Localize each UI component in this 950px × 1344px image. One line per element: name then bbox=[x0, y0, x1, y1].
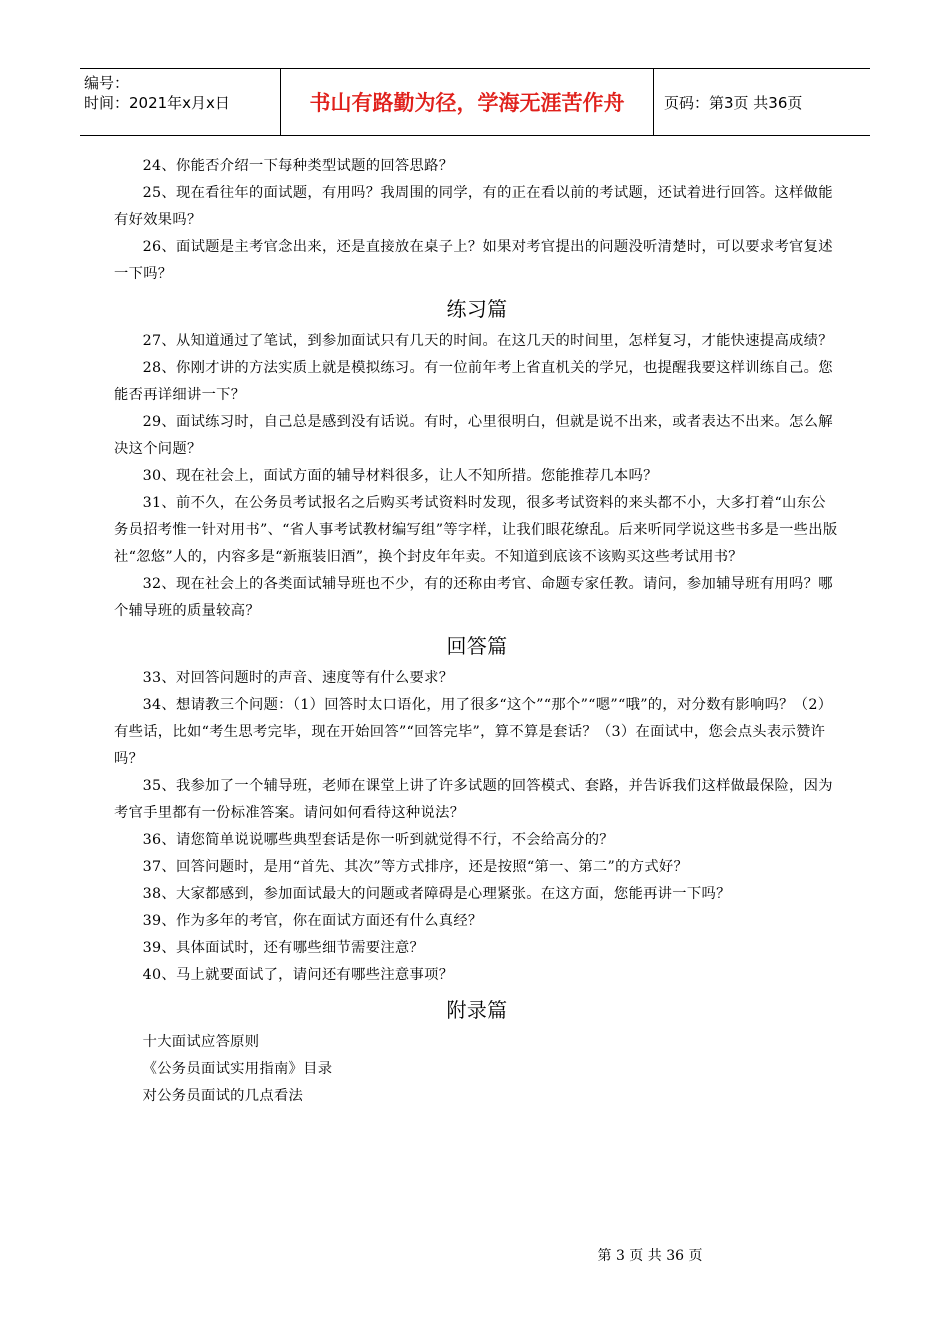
paragraph: 39、作为多年的考官，你在面试方面还有什么真经？ bbox=[142, 913, 483, 929]
paragraph: 28、你刚才讲的方法实质上就是模拟练习。有一位前年考上省直机关的学兄，也提醒我要这样训练自己。您能否再详细讲一下？ bbox=[114, 360, 833, 403]
paragraph: 30、现在社会上，面试方面的辅导材料很多，让人不知所措。您能推荐几本吗？ bbox=[142, 468, 658, 484]
paragraph: 37、回答问题时，是用“首先、其次”等方式排序，还是按照“第一、第二”的方式好？ bbox=[142, 859, 689, 875]
paragraph: 24、你能否介绍一下每种类型试题的回答思路？ bbox=[142, 158, 454, 174]
document-body bbox=[114, 153, 840, 1110]
paragraph: 25、现在看往年的面试题，有用吗？我周围的同学，有的正在看以前的考试题，还试着进行回答。这样做能有好效果吗？ bbox=[114, 185, 833, 228]
paragraph: 29、面试练习时，自己总是感到没有话说。有时，心里很明白，但就是说不出来，或者表达不出来。怎么解决这个问题？ bbox=[114, 414, 833, 457]
header-meta bbox=[80, 69, 280, 135]
time-label: 时间：2021年x月x日 bbox=[84, 94, 230, 112]
paragraph: 34、想请教三个问题：（1）回答时太口语化，用了很多“这个”“那个”“嗯”“哦”的，对分数有影响吗？（2）有些话，比如“考生思考完毕，现在开始回答”“回答完毕”，算不算是套话？（3）在面试中，您会点头表示赞许吗？ bbox=[114, 697, 833, 767]
paragraph: 39、具体面试时，还有哪些细节需要注意？ bbox=[142, 940, 425, 956]
paragraph: 32、现在社会上的各类面试辅导班也不少，有的还称由考官、命题专家任教。请问，参加辅导班有用吗？哪个辅导班的质量较高？ bbox=[114, 576, 833, 619]
header-page-info: 页码：第3页 共36页 bbox=[664, 93, 803, 112]
page-header bbox=[80, 68, 870, 136]
paragraph: 31、前不久，在公务员考试报名之后购买考试资料时发现，很多考试资料的来头都不小，大多打着“山东公务员招考惟一针对用书”、“省人事考试教材编写组”等字样，让我们眼花缭乱。后来听同学说这些书多是一些出版社“忽悠”人的，内容多是“新瓶装旧酒”，换个封皮年年卖。不知道到底该不该购买这些考试用书？ bbox=[114, 495, 838, 565]
section-title-practice: 练习篇 bbox=[446, 297, 508, 321]
paragraph: 27、从知道通过了笔试，到参加面试只有几天的时间。在这几天的时间里，怎样复习，才能快速提高成绩？ bbox=[142, 333, 833, 349]
appendix-item: 十大面试应答原则 bbox=[142, 1034, 260, 1050]
paragraph: 35、我参加了一个辅导班，老师在课堂上讲了许多试题的回答模式、套路，并告诉我们这样做最保险，因为考官手里都有一份标准答案。请问如何看待这种说法？ bbox=[114, 778, 833, 821]
header-motto: 书山有路勤为径，学海无涯苦作舟 bbox=[280, 69, 654, 135]
appendix-item: 《公务员面试实用指南》目录 bbox=[142, 1061, 333, 1077]
appendix-item: 对公务员面试的几点看法 bbox=[142, 1088, 304, 1104]
paragraph: 33、对回答问题时的声音、速度等有什么要求？ bbox=[142, 670, 454, 686]
section-title-answer: 回答篇 bbox=[446, 634, 508, 658]
footer-page-number: 第 3 页 共 36 页 bbox=[597, 1248, 703, 1264]
paragraph: 26、面试题是主考官念出来，还是直接放在桌子上？如果对考官提出的问题没听清楚时，可以要求考官复述一下吗？ bbox=[114, 239, 833, 282]
paragraph: 36、请您简单说说哪些典型套话是你一听到就觉得不行，不会给高分的？ bbox=[142, 832, 614, 848]
serial-label: 编号： bbox=[84, 74, 130, 92]
paragraph: 40、马上就要面试了，请问还有哪些注意事项？ bbox=[142, 967, 454, 983]
paragraph: 38、大家都感到，参加面试最大的问题或者障碍是心理紧张。在这方面，您能再讲一下吗？ bbox=[142, 886, 731, 902]
section-title-appendix: 附录篇 bbox=[446, 998, 508, 1022]
page-footer bbox=[0, 1245, 950, 1265]
